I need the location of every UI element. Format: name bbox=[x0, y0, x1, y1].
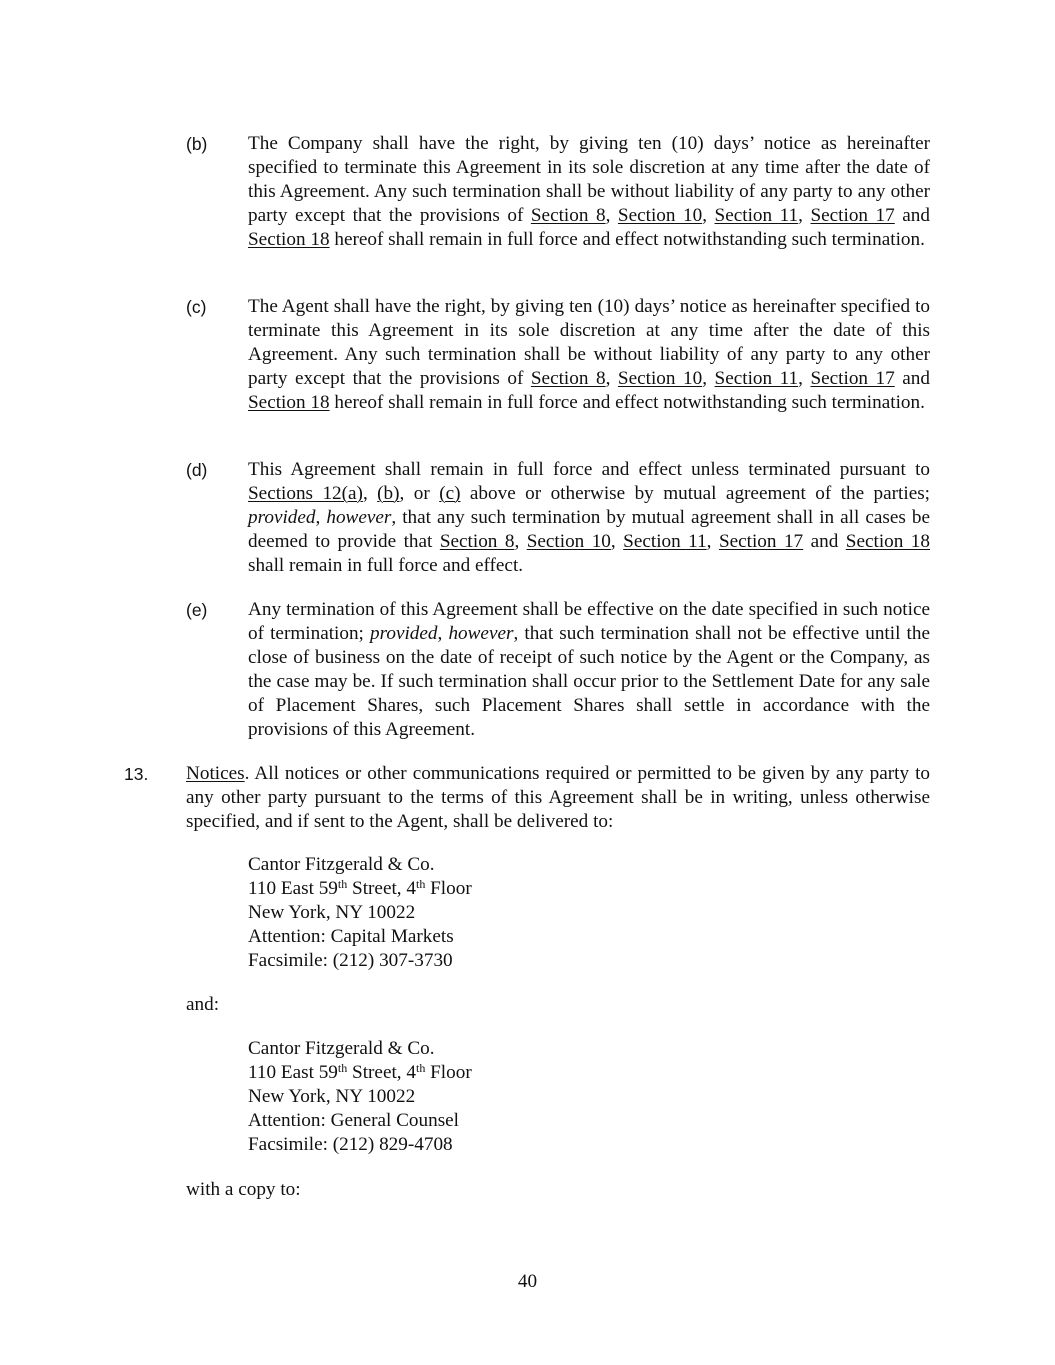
copy-label: with a copy to: bbox=[186, 1179, 301, 1200]
address-city: New York, NY 10022 bbox=[248, 902, 416, 923]
however-italic: however bbox=[448, 623, 514, 644]
paragraph-b: The Company shall have the right, by giving ten (10) days’ notice as hereinafter specified to terminate this Agreement in its sole discretion at any time after the date of this Agreement. Any such termination shall be without liability of any party to any other party except that the provisions of Section 8, Section 10, Section 11, Section 17 and Section 18 hereof shall remain in full force and effect notwithstanding such termination. bbox=[248, 133, 930, 250]
section-10-link: Section 10 bbox=[526, 531, 611, 552]
section-12c-link: (c) bbox=[439, 483, 461, 504]
section-18-link: Section 18 bbox=[248, 392, 330, 413]
section-10-link: Section 10 bbox=[617, 368, 703, 389]
address-attention: Attention: Capital Markets bbox=[248, 926, 454, 947]
section-18-link: Section 18 bbox=[845, 531, 930, 552]
item-marker-d: (d) bbox=[186, 460, 208, 480]
address-name: Cantor Fitzgerald & Co. bbox=[248, 854, 435, 875]
address-fax: Facsimile: (212) 307-3730 bbox=[248, 950, 453, 971]
section-8-link: Section 8 bbox=[439, 531, 515, 552]
paragraph-e: Any termination of this Agreement shall be effective on the date specified in such notice of termination; provided, however, that such termination shall not be effective until the close of business on the date of receipt of such notice by the Agent or the Company, as the case may be. If such termination shall occur prior to the Settlement Date for any sale of Placement Shares, such Placement Shares shall settle in accordance with the provisions of this Agreement. bbox=[248, 599, 930, 740]
section-10-link: Section 10 bbox=[617, 205, 703, 226]
item-marker-c: (c) bbox=[186, 297, 207, 317]
and-label: and: bbox=[186, 994, 220, 1015]
section-17-link: Section 17 bbox=[810, 205, 895, 226]
provided-italic: provided bbox=[248, 507, 316, 528]
paragraph-d: This Agreement shall remain in full force and effect unless terminated pursuant to Sections 12(a), (b), or (c) above or otherwise by mutual agreement of the parties; provided, however, that any such termination by mutual agreement shall in all cases be deemed to provide that Section 8, Section 10, Section 11, Section 17 and Section 18 shall remain in full force and effect. bbox=[248, 459, 931, 576]
section-11-link: Section 11 bbox=[714, 368, 799, 389]
address-name: Cantor Fitzgerald & Co. bbox=[248, 1038, 435, 1059]
counsel-address-block bbox=[248, 1037, 472, 1157]
section-8-link: Section 8 bbox=[530, 205, 606, 226]
item-marker-e: (e) bbox=[186, 600, 208, 620]
address-fax: Facsimile: (212) 829-4708 bbox=[248, 1134, 453, 1155]
address-street: 110 East 59th Street, 4th Floor bbox=[248, 1061, 472, 1083]
section-8-link: Section 8 bbox=[530, 368, 606, 389]
section-11-link: Section 11 bbox=[714, 205, 799, 226]
section-number-13: 13. bbox=[124, 764, 149, 784]
section-17-link: Section 17 bbox=[810, 368, 895, 389]
provided-italic: provided bbox=[370, 623, 438, 644]
notices-paragraph: Notices. All notices or other communications required or permitted to be given by any party to any other party pursuant to the terms of this Agreement shall be in writing, unless otherwise specified, and if sent to the Agent, shall be delivered to: bbox=[186, 763, 930, 832]
item-marker-b: (b) bbox=[186, 134, 208, 154]
agent-address-block bbox=[248, 853, 472, 973]
section-18-link: Section 18 bbox=[248, 229, 330, 250]
sections-12a-link: Sections 12(a) bbox=[248, 483, 363, 504]
address-street: 110 East 59th Street, 4th Floor bbox=[248, 877, 472, 899]
paragraph-c: The Agent shall have the right, by giving ten (10) days’ notice as hereinafter specified to terminate this Agreement in its sole discretion at any time after the date of this Agreement. Any such termination shall be without liability of any party to any other party except that the provisions of Section 8, Section 10, Section 11, Section 17 and Section 18 hereof shall remain in full force and effect notwithstanding such termination. bbox=[248, 296, 930, 413]
section-17-link: Section 17 bbox=[718, 531, 804, 552]
notices-heading: Notices bbox=[186, 763, 245, 784]
however-italic: however bbox=[326, 507, 392, 528]
address-attention: Attention: General Counsel bbox=[248, 1110, 460, 1131]
section-11-link: Section 11 bbox=[623, 531, 707, 552]
page-number: 40 bbox=[517, 1271, 538, 1292]
address-city: New York, NY 10022 bbox=[248, 1086, 416, 1107]
section-12b-link: (b) bbox=[377, 483, 400, 504]
